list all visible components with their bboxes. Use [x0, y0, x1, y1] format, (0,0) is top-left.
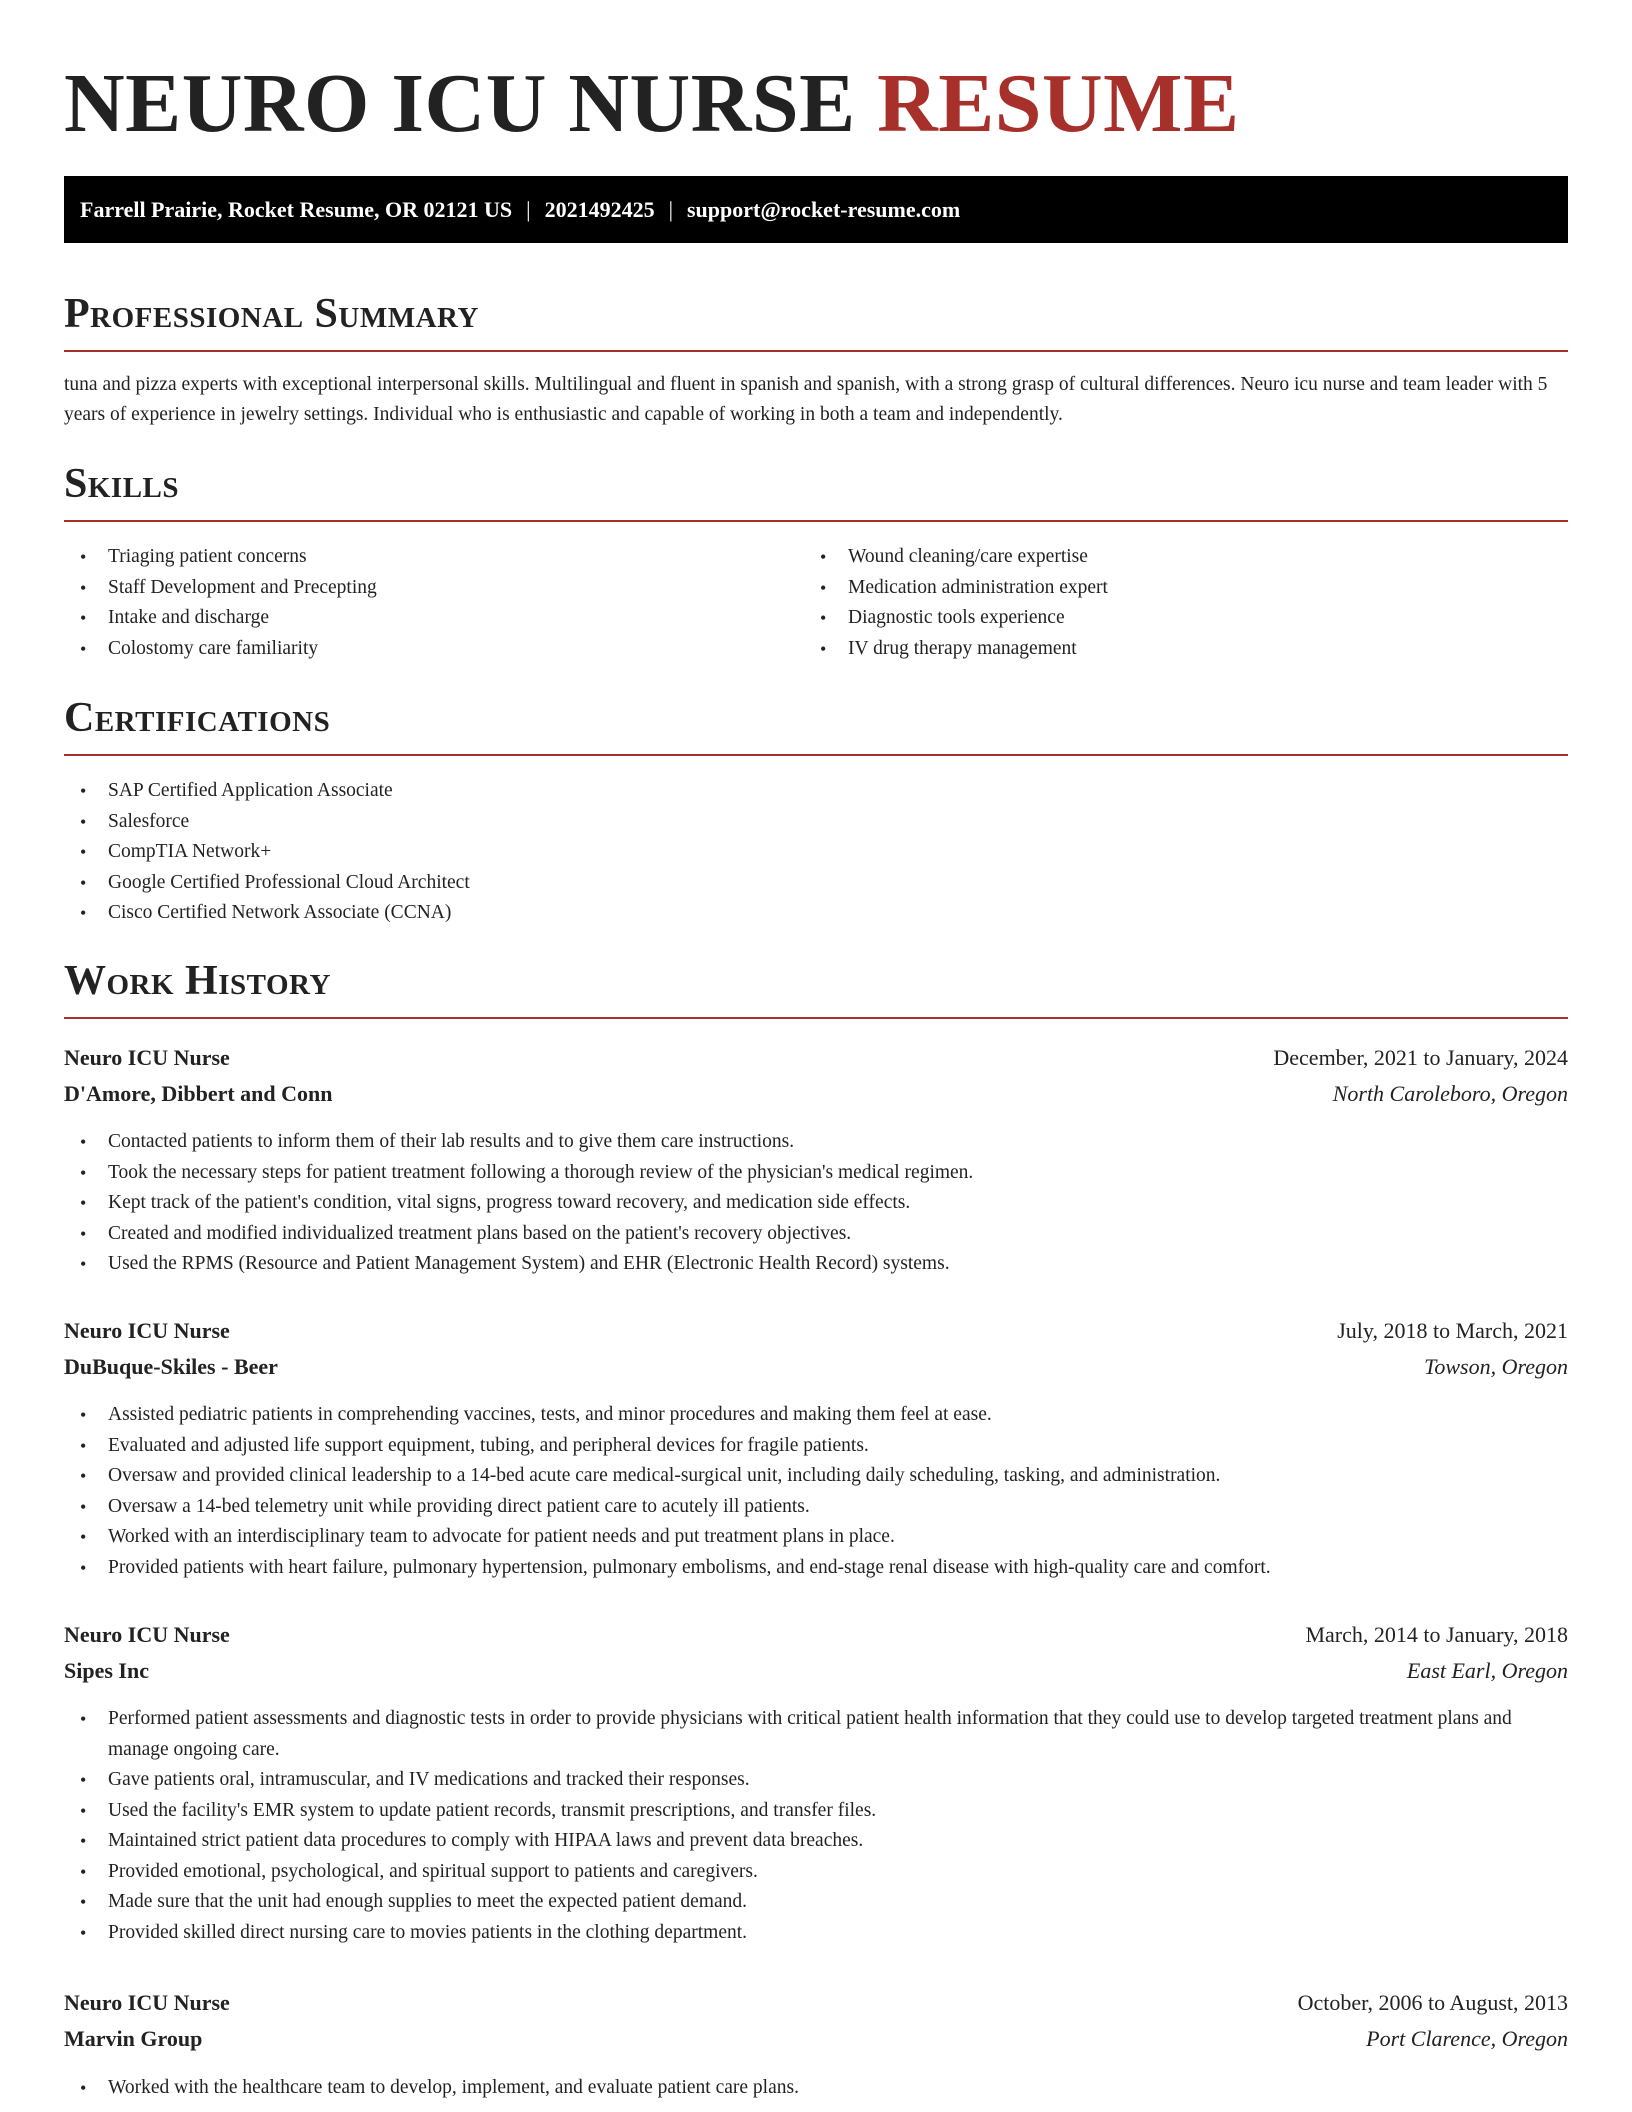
skill-item: • Staff Development and Precepting	[64, 573, 804, 604]
job-company-row	[64, 2021, 1568, 2057]
job-duty-item: • Made sure that the unit had enough supplies to meet the expected patient demand.	[64, 1887, 1568, 1918]
certification-item: • Cisco Certified Network Associate (CCNA)	[64, 898, 1568, 929]
job-duty-item: • Oversaw a 14-bed telemetry unit while providing direct patient care to acutely ill patients.	[64, 1492, 1568, 1523]
job-duty-item: • Provided patients with heart failure, pulmonary hypertension, pulmonary embolisms, and end-stage renal disease with high-quality care and comfort.	[64, 1553, 1568, 1584]
skill-item: • Wound cleaning/care expertise	[804, 542, 1544, 573]
job-duty-item: • Contacted patients to inform them of their lab results and to give them care instructions.	[64, 1127, 1568, 1158]
certifications-list	[64, 776, 1568, 929]
certification-item: • CompTIA Network+	[64, 837, 1568, 868]
certifications-heading: Certifications	[64, 692, 1568, 756]
job-duty-item: • Took the necessary steps for patient treatment following a thorough review of the physician's medical regimen.	[64, 1158, 1568, 1189]
job-company: Sipes Inc	[64, 1658, 149, 1683]
job-dates: July, 2018 to March, 2021	[1337, 1318, 1568, 1343]
job-duty-item: • Worked with the healthcare team to develop, implement, and evaluate patient care plans.	[64, 2073, 1568, 2104]
skill-item: • Triaging patient concerns	[64, 542, 804, 573]
job-company: DuBuque-Skiles - Beer	[64, 1354, 278, 1379]
job-company-row	[64, 1076, 1568, 1112]
job-location: Port Clarence, Oregon	[1366, 2026, 1568, 2051]
job-duties	[64, 1704, 1568, 1948]
job-duty-item: • Performed patient assessments and diagnostic tests in order to provide physicians with critical patient health information that they could use to develop targeted treatment plans and manage ongoing care.	[64, 1704, 1568, 1765]
job-company-row	[64, 1653, 1568, 1689]
skills-list-right	[804, 542, 1544, 664]
job-dates: March, 2014 to January, 2018	[1305, 1622, 1568, 1647]
summary-text: tuna and pizza experts with exceptional interpersonal skills. Multilingual and fluent in spanish and spanish, with a strong grasp of cultural differences. Neuro icu nurse and team leader with 5 years of experience in jewelry settings. Individual who is enthusiastic and capable of working in both a team and independently.	[64, 374, 1548, 425]
job-location: North Caroleboro, Oregon	[1332, 1081, 1568, 1106]
contact-separator: |	[668, 197, 673, 222]
job-location: Towson, Oregon	[1424, 1354, 1568, 1379]
contact-address: Farrell Prairie, Rocket Resume, OR 02121 US	[80, 197, 513, 222]
job-duties	[64, 1400, 1568, 1583]
job-duty-item: • Evaluated and adjusted life support equipment, tubing, and peripheral devices for fragile patients.	[64, 1431, 1568, 1462]
page-title	[64, 54, 1240, 154]
skill-item: • Medication administration expert	[804, 573, 1544, 604]
job-title: Neuro ICU Nurse	[64, 1622, 230, 1647]
contact-email: support@rocket-resume.com	[686, 197, 961, 222]
job-duties-list	[64, 1400, 1568, 1583]
summary-heading: Professional Summary	[64, 288, 1568, 352]
job-duty-item: • Worked with an interdisciplinary team to advocate for patient needs and put treatment plans in place.	[64, 1522, 1568, 1553]
skills-column-left	[64, 542, 804, 664]
job-company-row	[64, 1349, 1568, 1385]
contact-phone: 2021492425	[544, 197, 655, 222]
job-duty-item: • Kept track of the patient's condition, vital signs, progress toward recovery, and medication side effects.	[64, 1188, 1568, 1219]
job-duties-list	[64, 2073, 1568, 2104]
skill-item: • Colostomy care familiarity	[64, 634, 804, 665]
certification-item: • Google Certified Professional Cloud Architect	[64, 868, 1568, 899]
job-dates: December, 2021 to January, 2024	[1273, 1045, 1568, 1070]
skill-item: • IV drug therapy management	[804, 634, 1544, 665]
job-duties-list	[64, 1704, 1568, 1948]
skills-column-right	[804, 542, 1544, 664]
job-company: D'Amore, Dibbert and Conn	[64, 1081, 333, 1106]
job-duty-item: • Provided skilled direct nursing care to movies patients in the clothing department.	[64, 1918, 1568, 1949]
job-dates: October, 2006 to August, 2013	[1297, 1990, 1568, 2015]
certifications-block	[64, 776, 1568, 929]
job-duty-item: • Assisted pediatric patients in comprehending vaccines, tests, and minor procedures and making them feel at ease.	[64, 1400, 1568, 1431]
skills-heading: Skills	[64, 458, 1568, 522]
job-duty-item: • Used the facility's EMR system to update patient records, transmit prescriptions, and transfer files.	[64, 1796, 1568, 1827]
title-accent: RESUME	[877, 57, 1240, 150]
job-title-row	[64, 1617, 1568, 1653]
certification-item: • Salesforce	[64, 807, 1568, 838]
job-duties-list	[64, 1127, 1568, 1280]
contact-bar	[64, 176, 1568, 243]
job-duty-item: • Maintained strict patient data procedures to comply with HIPAA laws and prevent data breaches.	[64, 1826, 1568, 1857]
job-company: Marvin Group	[64, 2026, 203, 2051]
job-title: Neuro ICU Nurse	[64, 1045, 230, 1070]
job-title: Neuro ICU Nurse	[64, 1318, 230, 1343]
job-title-row	[64, 1040, 1568, 1076]
job-duty-item: • Used the RPMS (Resource and Patient Management System) and EHR (Electronic Health Record) systems.	[64, 1249, 1568, 1280]
job-title-row	[64, 1985, 1568, 2021]
title-main: NEURO ICU NURSE	[64, 57, 856, 150]
job-duty-item: • Oversaw and provided clinical leadership to a 14-bed acute care medical-surgical unit, including daily scheduling, tasking, and administration.	[64, 1461, 1568, 1492]
certification-item: • SAP Certified Application Associate	[64, 776, 1568, 807]
job-title: Neuro ICU Nurse	[64, 1990, 230, 2015]
skill-item: • Diagnostic tools experience	[804, 603, 1544, 634]
skill-item: • Intake and discharge	[64, 603, 804, 634]
job-title-row	[64, 1313, 1568, 1349]
job-location: East Earl, Oregon	[1406, 1658, 1568, 1683]
job-duty-item: • Created and modified individualized treatment plans based on the patient's recovery objectives.	[64, 1219, 1568, 1250]
job-duties	[64, 2073, 1568, 2104]
job-duty-item: • Provided emotional, psychological, and spiritual support to patients and caregivers.	[64, 1857, 1568, 1888]
job-duty-item: • Gave patients oral, intramuscular, and IV medications and tracked their responses.	[64, 1765, 1568, 1796]
contact-separator: |	[526, 197, 531, 222]
skills-list-left	[64, 542, 804, 664]
job-duties	[64, 1127, 1568, 1280]
work-history-heading: Work History	[64, 955, 1568, 1019]
